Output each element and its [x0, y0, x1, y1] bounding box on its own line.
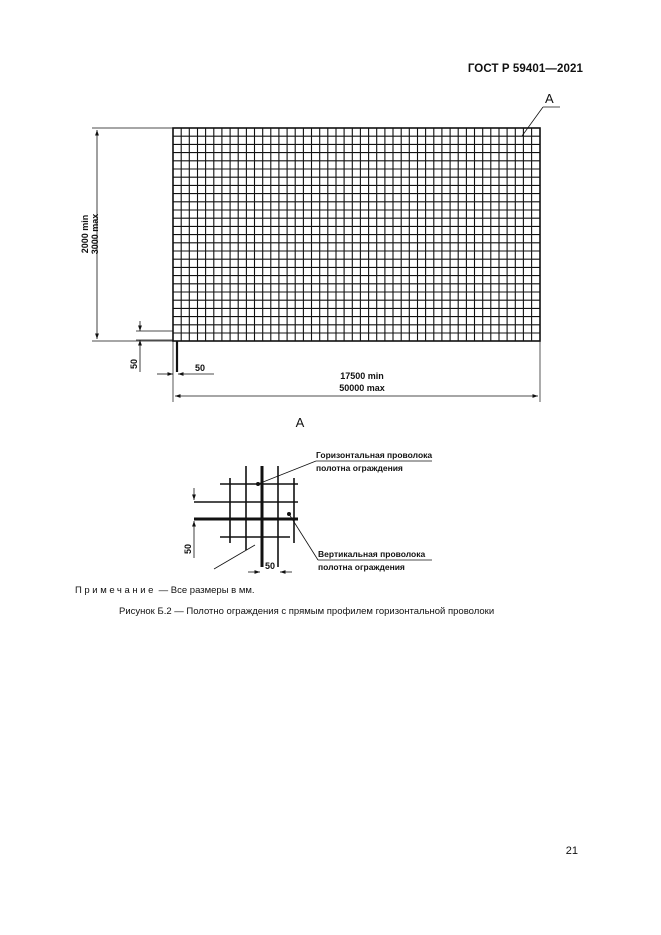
horizontal-wire-label-1: Горизонтальная проволока [316, 450, 433, 460]
length-min-label: 17500 min [340, 371, 384, 381]
page-number: 21 [565, 845, 578, 857]
vertical-offset-label: 50 [129, 358, 139, 370]
vertical-wire-label-2: полотна ограждения [318, 562, 405, 572]
vertical-wire-label-1: Вертикальная проволока [318, 549, 426, 559]
height-max-label: 3000 max [90, 213, 100, 255]
note-lead: Примечание [75, 585, 156, 596]
figure-note [75, 585, 255, 596]
detail-callout [522, 91, 560, 136]
horizontal-wire-label-2: полотна ограждения [316, 463, 403, 473]
detail-title: А [295, 415, 305, 430]
figure-caption: Рисунок Б.2 — Полотно ограждения с прямым профилем горизонтальной проволоки [119, 606, 495, 617]
horizontal-offset-dimension [157, 363, 214, 374]
vertical-offset-dimension [129, 321, 173, 372]
length-max-label: 50000 max [339, 383, 385, 393]
note-text: — Все размеры в мм. [156, 585, 255, 596]
detail-view [183, 450, 432, 572]
detail-vertical-dimension: 50 [183, 543, 193, 555]
length-dimension [173, 341, 540, 402]
height-dimension [80, 128, 173, 341]
height-min-label: 2000 min [80, 214, 90, 254]
detail-horizontal-dimension: 50 [264, 561, 276, 571]
document-header: ГОСТ Р 59401—2021 [467, 63, 583, 75]
mesh-panel [173, 128, 540, 372]
horizontal-offset-label: 50 [195, 363, 206, 373]
callout-label: А [545, 91, 554, 106]
